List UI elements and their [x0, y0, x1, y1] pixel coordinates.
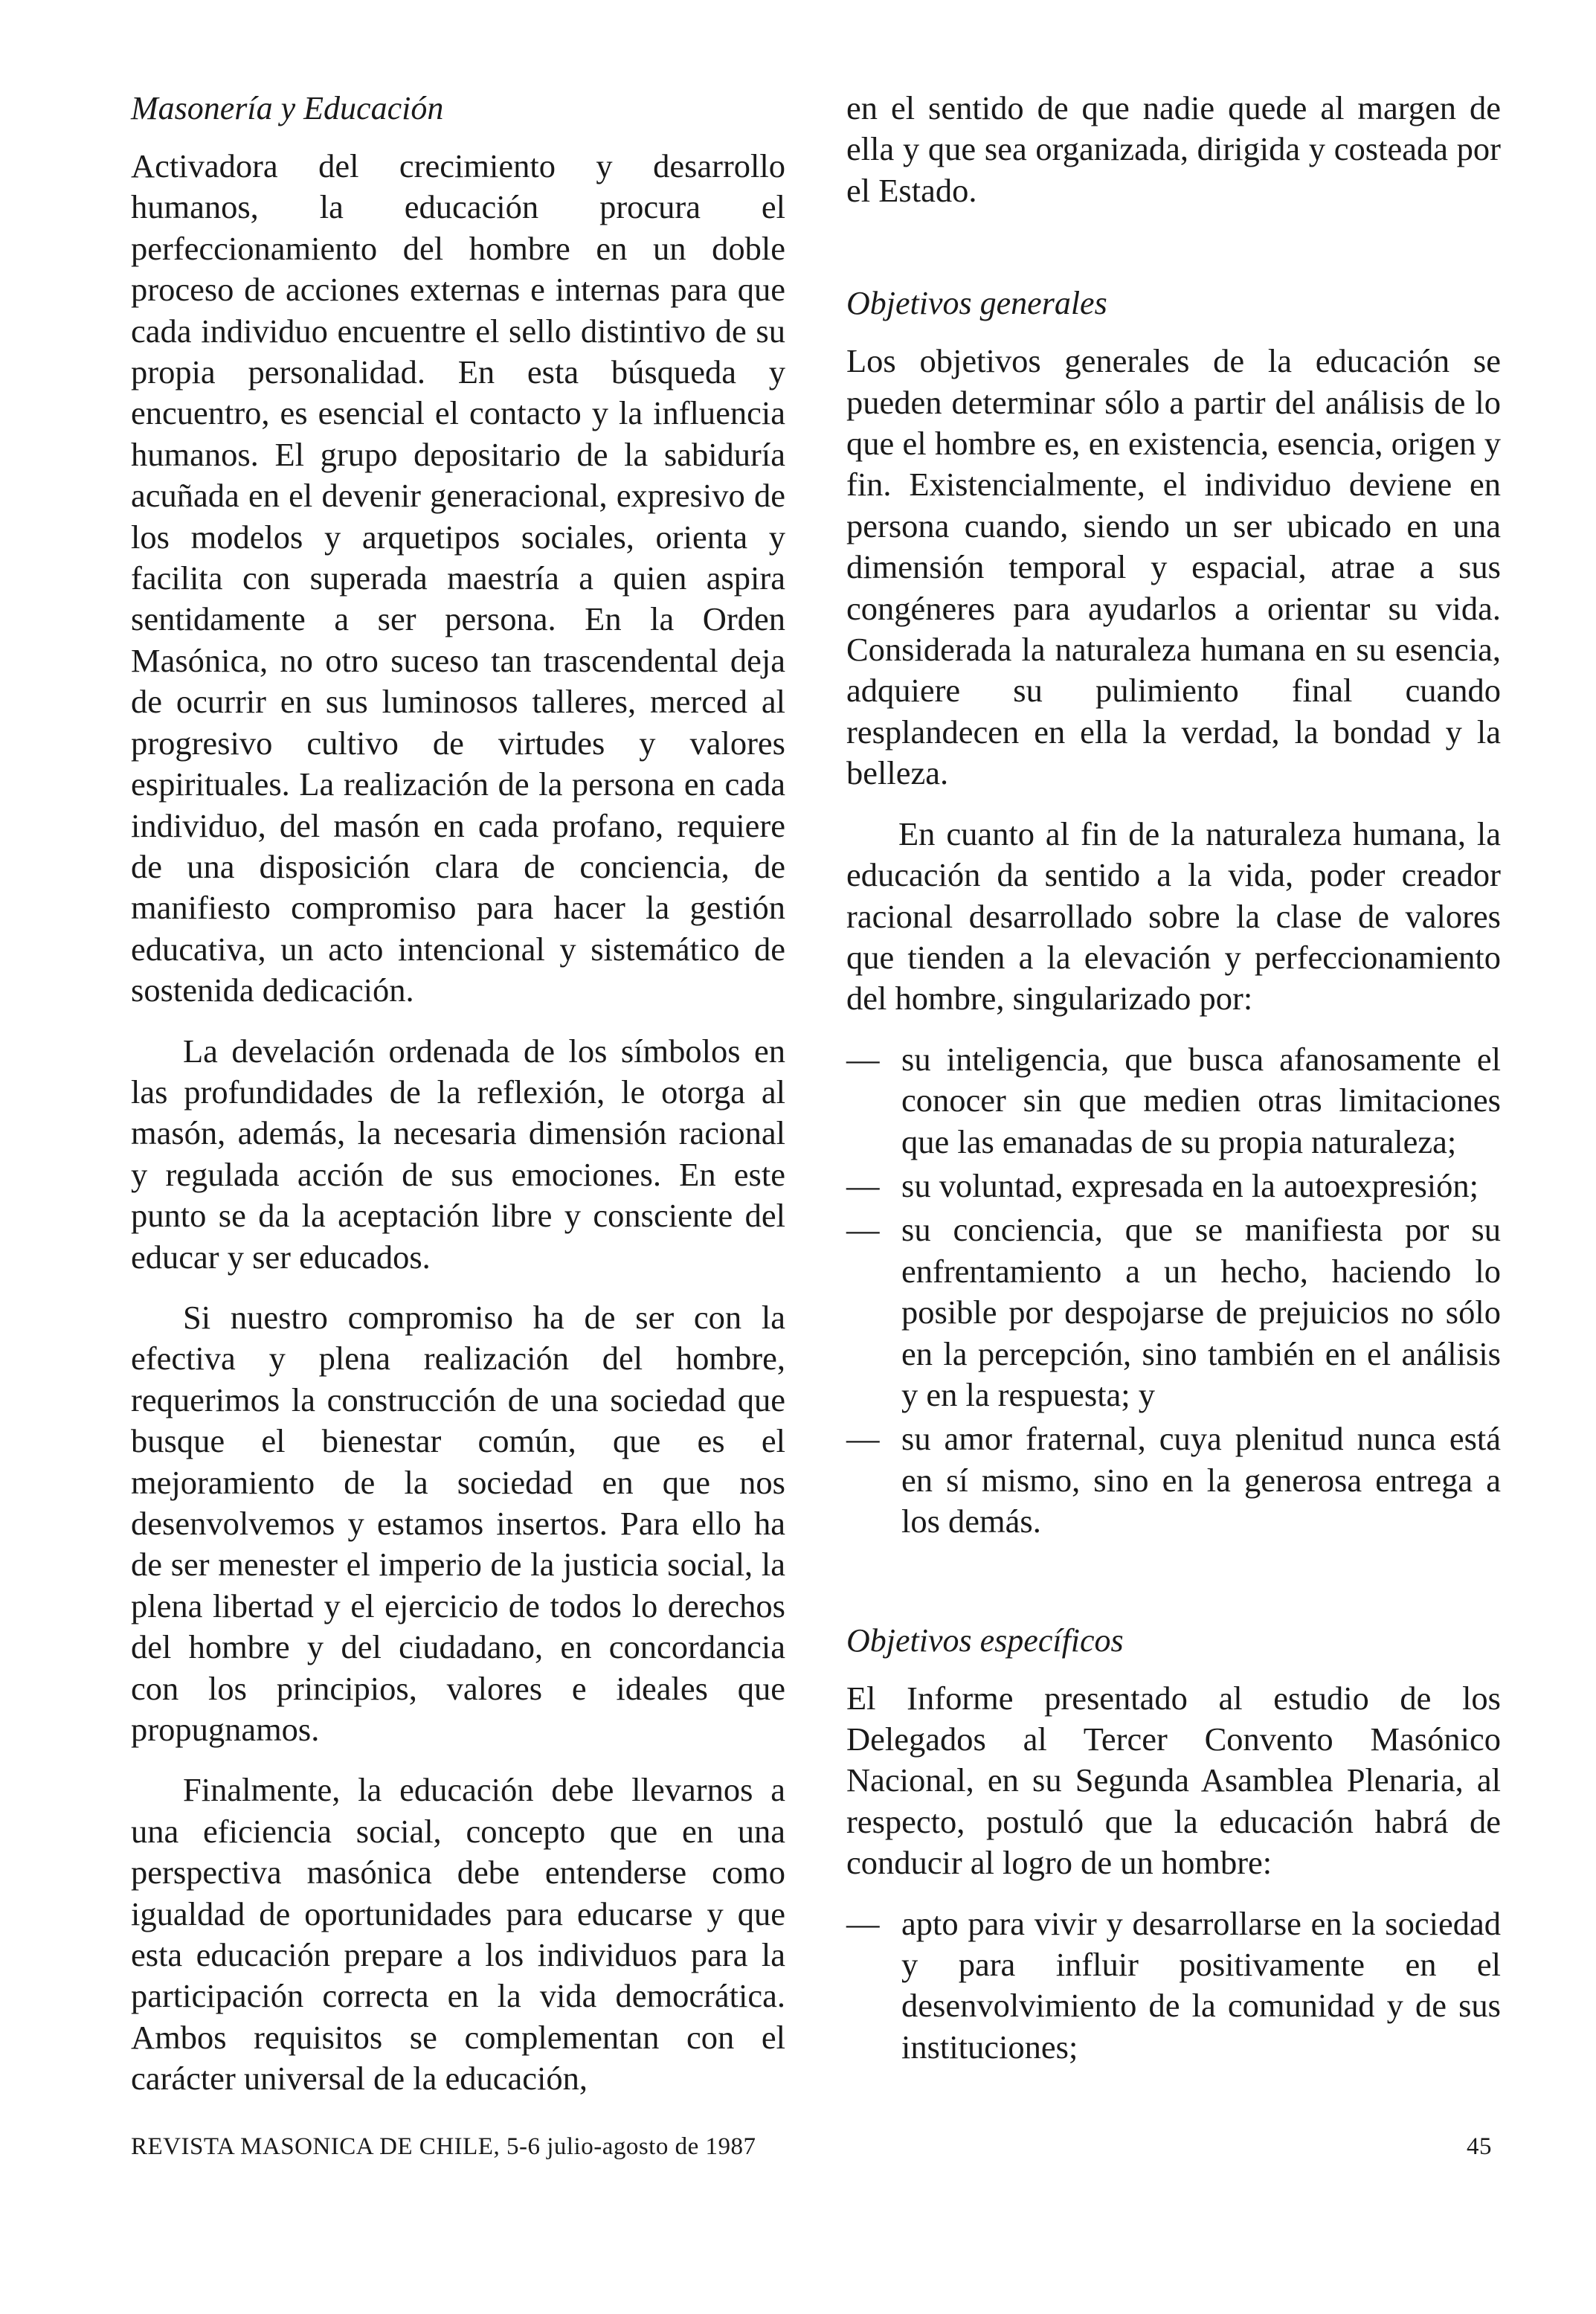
dash-marker: — [846, 1040, 880, 1078]
section-heading-objetivos-generales: Objetivos generales [846, 285, 1107, 322]
list-item-text: su amor fraternal, cuya plenitud nunca está en sí mismo, sino en la generosa entrega a los demás. [901, 1420, 1501, 1540]
paragraph-continuation: en el sentido de que nadie quede al margen de ella y que sea organizada, dirigida y costeada por el Estado. [846, 89, 1501, 209]
paragraph: Si nuestro compromiso ha de ser con la efectiva y plena realización del hombre, requerimos la construcción de una sociedad que busque el bienestar común, que es el mejoramiento de la sociedad en que nos desenvolvemos y estamos insertos. Para ello ha de ser menester el imperio de la justicia social, la plena libertad y el ejercicio de todos lo derechos del hombre y del ciudadano, en concordancia con los principios, valores e ideales que propugnamos. [131, 1298, 785, 1749]
paragraph: La develación ordenada de los símbolos en las profundidades de la reflexión, le otorga al masón, además, la necesaria dimensión racional y regulada acción de sus emociones. En este punto se da la aceptación libre y consciente del educar y ser educados. [131, 1032, 785, 1276]
dash-list-generales [846, 1039, 1501, 1543]
running-head: Masonería y Educación [131, 90, 444, 126]
list-item-text: su voluntad, expresada en la autoexpresión; [901, 1166, 1479, 1204]
right-column [846, 88, 1501, 2087]
dash-marker: — [846, 1904, 880, 1942]
paragraph: El Informe presentado al estudio de los Delegados al Tercer Convento Masónico Nacional, en su Segunda Asamblea Plenaria, al respecto, postuló que la educación habrá de conducir al logro de un hombre: [846, 1679, 1501, 1882]
list-item-text: su conciencia, que se manifiesta por su enfrentamiento a un hecho, haciendo lo posible por despojarse de prejuicios no sólo en la percepción, sino también en el análisis y en la respuesta; y [901, 1211, 1501, 1413]
paragraph: Finalmente, la educación debe llevarnos a una eficiencia social, concepto que en una perspectiva masónica debe entenderse como igualdad de oportunidades para educarse y que esta educación prepare a los individuos para la participación correcta en la vida democrática. Ambos requisitos se complementan con el carácter universal de la educación, [131, 1771, 785, 2098]
list-item [846, 1166, 1501, 1206]
list-item [846, 1903, 1501, 2069]
page-number: 45 [1467, 2133, 1492, 2160]
dash-marker: — [846, 1211, 880, 1249]
list-item [846, 1039, 1501, 1163]
paragraph: Los objetivos generales de la educación se pueden determinar sólo a partir del análisis de lo que el hombre es, en existencia, esencia, origen y fin. Existencialmente, el individuo deviene en persona cuando, siendo un ser ubicado en una dimensión temporal y espacial, atrae a sus congéneres para ayudarlos a orientar su vida. Considerada la naturaleza humana en su esencia, adquiere su pulimiento final cuando resplandecen en ella la verdad, la bondad y la belleza. [846, 342, 1501, 792]
paragraph: En cuanto al fin de la naturaleza humana, la educación da sentido a la vida, poder creador racional desarrollado sobre la clase de valores que tienden a la elevación y perfeccionamiento del hombre, singularizado por: [846, 814, 1501, 1018]
page-footer [131, 2132, 1492, 2162]
footer-journal-citation: REVISTA MASONICA DE CHILE, 5-6 julio-agosto de 1987 [131, 2133, 756, 2160]
section-heading-objetivos-especificos: Objetivos específicos [846, 1622, 1124, 1659]
left-column [131, 88, 785, 2119]
list-item-text: su inteligencia, que busca afanosamente el conocer sin que medien otras limitaciones que las emanadas de su propia naturaleza; [901, 1040, 1501, 1160]
list-item [846, 1418, 1501, 1542]
list-item [846, 1209, 1501, 1415]
paragraph: Activadora del crecimiento y desarrollo humanos, la educación procura el perfeccionamiento del hombre en un doble proceso de acciones externas e internas para que cada individuo encuentre el sello distintivo de su propia personalidad. En esta búsqueda y encuentro, es esencial el contacto y la influencia humanos. El grupo depositario de la sabiduría acuñada en el devenir generacional, expresivo de los modelos y arquetipos sociales, orienta y facilita con superada maestría a quien aspira sentidamente a ser persona. En la Orden Masónica, no otro suceso tan trascendental deja de ocurrir en sus luminosos talleres, merced al progresivo cultivo de virtudes y valores espirituales. La realización de la persona en cada individuo, del masón en cada profano, requiere de una disposición clara de conciencia, de manifiesto compromiso para hacer la gestión educativa, un acto intencional y sistemático de sostenida dedicación. [131, 147, 785, 1009]
dash-marker: — [846, 1420, 880, 1458]
dash-list-especificos [846, 1903, 1501, 2069]
list-item-text: apto para vivir y desarrollarse en la sociedad y para influir positivamente en el desenvolvimiento de la comunidad y de sus instituciones; [901, 1904, 1501, 2066]
dash-marker: — [846, 1166, 880, 1204]
